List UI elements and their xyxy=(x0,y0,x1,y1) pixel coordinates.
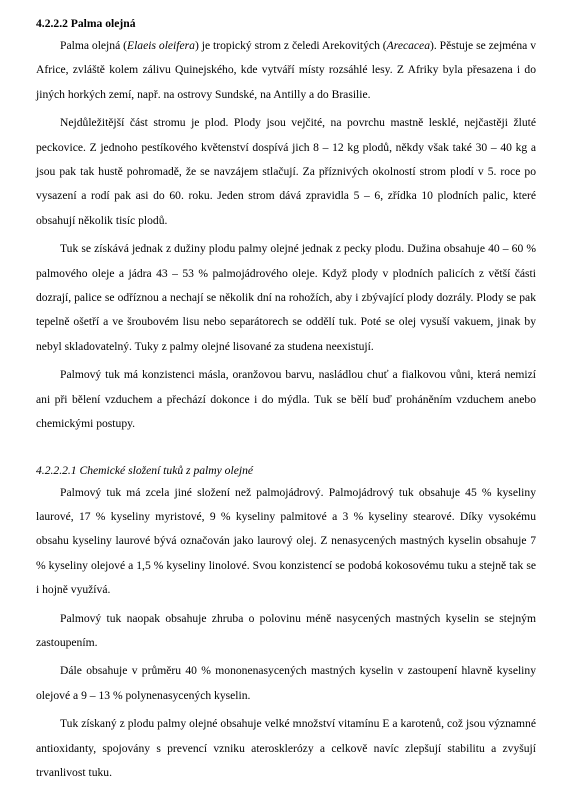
latin-name-arecacea: Arecacea xyxy=(386,39,430,52)
latin-name-elaeis: Elaeis oleifera xyxy=(127,39,195,52)
paragraph-composition: Palmový tuk má zcela jiné složení než palmojádrový. Palmojádrový tuk obsahuje 45 % kyseliny laurové, 17 % kyseliny myristové, 9 % kyseliny palmitové a 3 % kyseliny stearové. Díky vysokému obsahu kyseliny laurové bývá označován jako laurový olej. Z nenasycených mastných kyselin obsahuje 7 % kyseliny olejové a 1,5 % kyseliny linolové. Svou konzistencí se podobá kokosovému tuku a stejně tak se i hojně využívá. xyxy=(36,485,536,597)
paragraph-extraction: Tuk se získává jednak z dužiny plodu palmy olejné jednak z pecky plodu. Dužina obsahuje 40 – 60 % palmového oleje a jádra 43 – 53 % palmojádrového oleje. Když plody v plodních palicích z větší části dozrají, palice se odříznou a nechají se několik dní na rohožích, aby i zbývající plody dozrály. Plody se pak tepelně ošetří a ve šroubovém lisu nebo separátorech se oddělí tuk. Poté se olej vysuší vakuem, jinak by nebyl skladovatelný. Tuky z palmy olejné lisované za studena neexistují. xyxy=(36,242,536,353)
paragraph-intro xyxy=(36,34,536,107)
paragraph-saturated: Palmový tuk naopak obsahuje zhruba o polovinu méně nasycených mastných kyselin se stejným zastoupením. xyxy=(36,611,536,649)
text-run: ). Pěstuje se zejména v Africe, zvláště kolem zálivu Quinejského, kde vytváří místy rozsáhlé lesy. Z Afriky byla přesazena i do jiných horkých zemí, např. na ostrovy Sundské, na Antilly a do Brasilie. xyxy=(36,39,536,101)
subsection-heading: 4.2.2.2.1 Chemické složení tuků z palmy olejné xyxy=(36,463,254,477)
section-gap xyxy=(36,441,536,461)
paragraph-properties: Palmový tuk má konzistenci másla, oranžovou barvu, nasládlou chuť a fialkovou vůni, která nemizí ani při bělení vzduchem a přechází dokonce i do mýdla. Tuk se bělí buď proháněním vzduchem anebo chemickými postupy. xyxy=(36,368,536,431)
section-heading: 4.2.2.2 Palma olejná xyxy=(36,17,136,30)
paragraph-vitamins: Tuk získaný z plodu palmy olejné obsahuje velké množství vitamínu E a karotenů, což jsou významné antioxidanty, spojovány s prevencí vzniku aterosklerózy a celkově navíc zlepšují stabilitu a zvyšují trvanlivost tuku. xyxy=(36,717,536,779)
text-run: Palma olejná ( xyxy=(60,39,127,52)
paragraph-monounsaturated: Dále obsahuje v průměru 40 % mononenasycených mastných kyselin v zastoupení hlavně kyseliny olejové a 9 – 13 % polynenasycených kyselin. xyxy=(36,664,536,702)
document-page xyxy=(36,14,536,789)
text-run: ) je tropický strom z čeledi Arekovitých ( xyxy=(194,39,387,52)
paragraph-fruit: Nejdůležitější část stromu je plod. Plody jsou vejčité, na povrchu mastně lesklé, nejčastěji žluté peckovice. Z jednoho pestíkového květenství dospívá jich 8 – 12 kg plodů, někdy však také 30 – 40 kg a jsou pak tak hustě pohromadě, že se navzájem stlačují. Za příznivých okolností strom plodí v 5. roce po vysazení a rodí pak asi do 60. roku. Jeden strom dává zpravidla 5 – 6, zřídka 10 plodních palic, které obsahují několik tisíc plodů. xyxy=(36,116,536,227)
